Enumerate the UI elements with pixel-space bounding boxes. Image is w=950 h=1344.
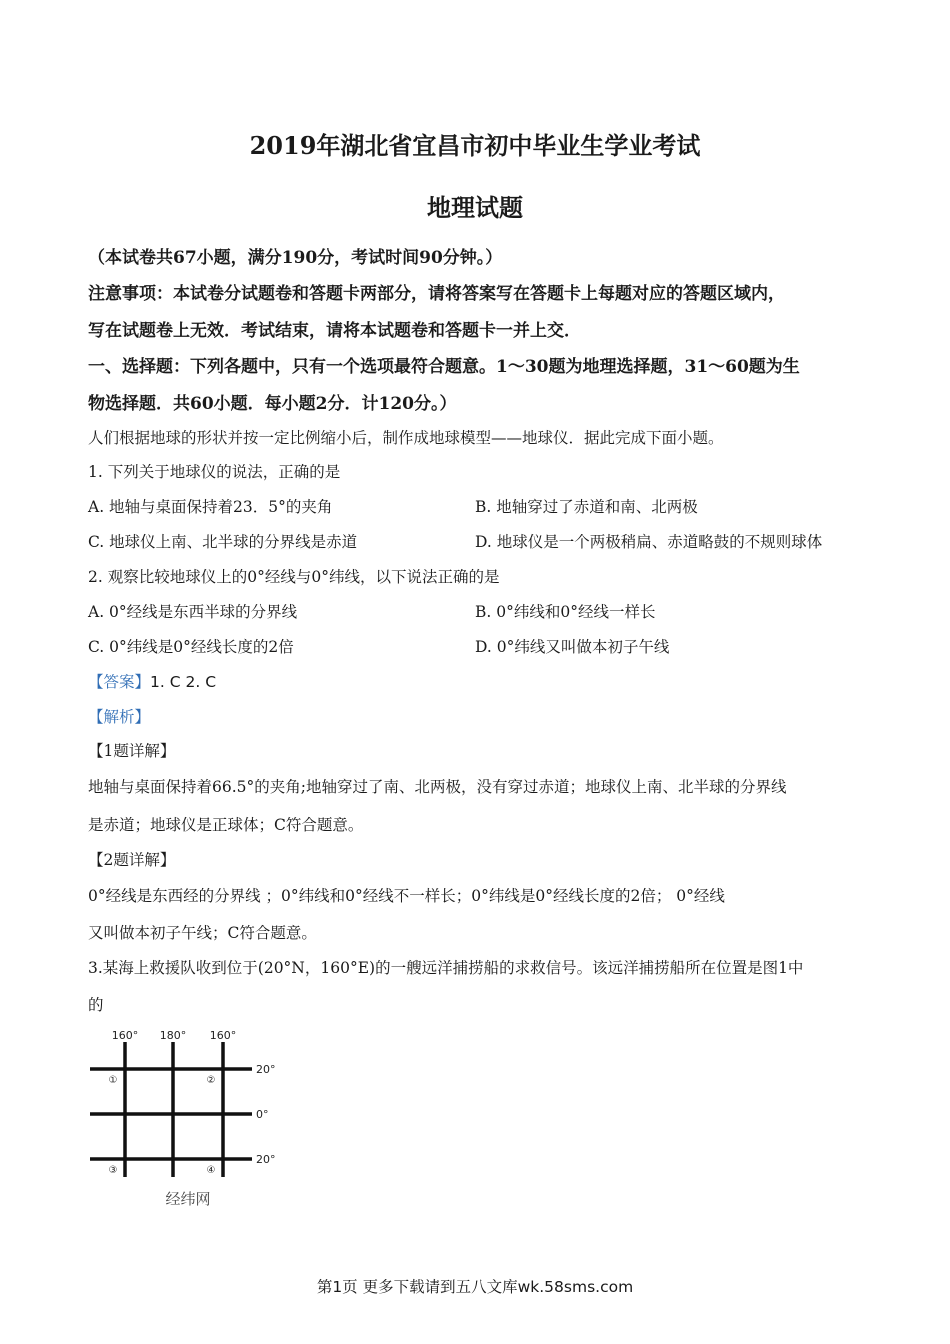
exam-note: （本试卷共67小题，满分190分，考试时间90分钟。） — [88, 248, 503, 268]
latitude-label-3: 20° — [256, 1153, 276, 1166]
question-1-option-b: B. 地轴穿过了赤道和南、北两极 — [475, 498, 698, 516]
analysis-tag: 【解析】 — [88, 708, 151, 726]
longitude-label-3: 160° — [209, 1029, 237, 1042]
question-2-option-b: B. 0°纬线和0°经线一样长 — [475, 603, 656, 621]
longitude-label-1: 160° — [111, 1029, 139, 1042]
detail-1-line-1: 地轴与桌面保持着66.5°的夹角;地轴穿过了南、北两极，没有穿过赤道；地球仪上南、北半球的分界线 — [88, 778, 787, 796]
diagram-caption: 经纬网 — [165, 1190, 211, 1208]
longitude-label-2: 180° — [159, 1029, 187, 1042]
section-heading-line-2: 物选择题．共60小题．每小题2分．计120分。） — [88, 394, 457, 414]
detail-1-tag: 【1题详解】 — [88, 742, 176, 760]
answer-text: 1. C 2. C — [150, 673, 217, 691]
question-1-option-d: D. 地球仪是一个两极稍扁、赤道略鼓的不规则球体 — [475, 533, 823, 551]
detail-2-line-1: 0°经线是东西经的分界线 ；0°纬线和0°经线不一样长；0°纬线是0°经线长度的2倍； 0°经线 — [88, 887, 725, 905]
page-footer: 第1页 更多下载请到五八文库wk.58sms.com — [316, 1278, 634, 1296]
question-2-option-d: D. 0°纬线又叫做本初子午线 — [475, 638, 670, 656]
detail-2-line-2: 又叫做本初子午线；C符合题意。 — [88, 924, 317, 942]
graticule-lines — [90, 1042, 252, 1177]
section-heading-line-1: 一、选择题：下列各题中，只有一个选项最符合题意。1～30题为地理选择题，31～60题为生 — [88, 357, 800, 377]
latitude-label-2: 0° — [256, 1108, 269, 1121]
marker-4: ④ — [206, 1165, 216, 1176]
question-1-option-a: A. 地轴与桌面保持着23．5°的夹角 — [88, 498, 333, 516]
question-2-stem: 2. 观察比较地球仪上的0°经线与0°纬线，以下说法正确的是 — [88, 568, 500, 586]
question-intro: 人们根据地球的形状并按一定比例缩小后，制作成地球模型——地球仪．据此完成下面小题。 — [88, 429, 724, 447]
question-3-line-1: 3.某海上救援队收到位于(20°N，160°E)的一艘远洋捕捞船的求救信号。该远洋捕捞船所在位置是图1中 — [88, 959, 804, 977]
question-3-line-2: 的 — [88, 996, 104, 1014]
notice-line-2: 写在试题卷上无效．考试结束，请将本试题卷和答题卡一并上交． — [88, 321, 581, 341]
answer-row — [88, 670, 216, 692]
graticule-diagram — [80, 1022, 290, 1212]
question-2-option-c: C. 0°纬线是0°经线长度的2倍 — [88, 638, 294, 656]
marker-2: ② — [206, 1075, 216, 1086]
latitude-label-1: 20° — [256, 1063, 276, 1076]
answer-tag: 【答案】 — [88, 673, 151, 691]
notice-line-1: 注意事项：本试卷分试题卷和答题卡两部分，请将答案写在答题卡上每题对应的答题区域内， — [88, 284, 785, 304]
question-2-option-a: A. 0°经线是东西半球的分界线 — [88, 603, 298, 621]
marker-3: ③ — [108, 1165, 118, 1176]
detail-2-tag: 【2题详解】 — [88, 851, 176, 869]
page-title: 2019年湖北省宜昌市初中毕业生学业考试 — [249, 131, 701, 160]
question-1-option-c: C. 地球仪上南、北半球的分界线是赤道 — [88, 533, 358, 551]
marker-1: ① — [108, 1075, 118, 1086]
page-subtitle: 地理试题 — [427, 193, 523, 222]
detail-1-line-2: 是赤道；地球仪是正球体；C符合题意。 — [88, 816, 364, 834]
question-1-stem: 1. 下列关于地球仪的说法，正确的是 — [88, 463, 341, 481]
